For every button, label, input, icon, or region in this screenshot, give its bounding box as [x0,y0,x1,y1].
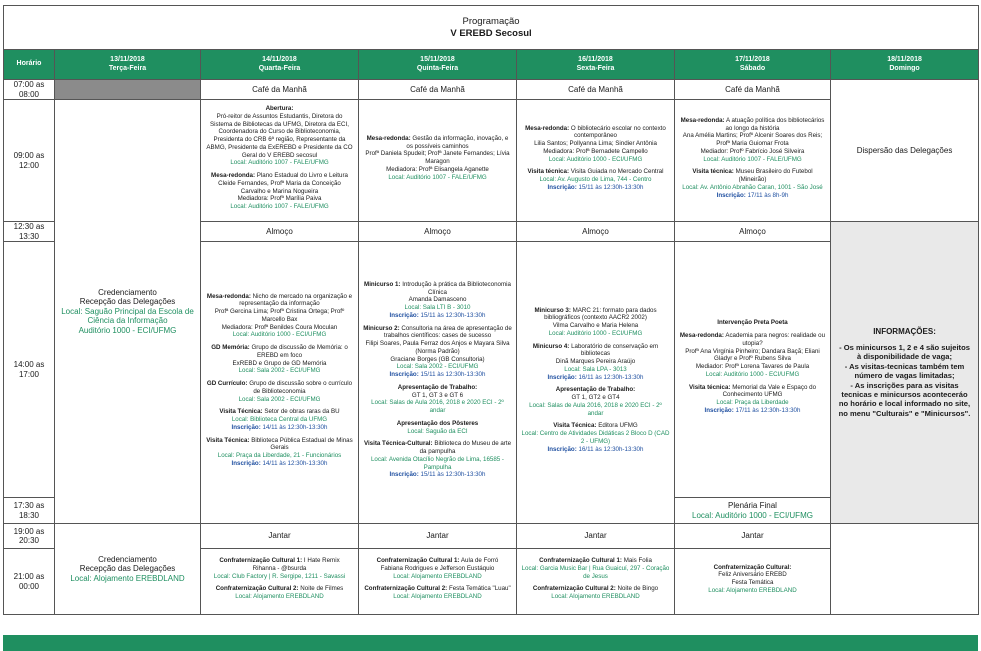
col-header-thursday: 15/11/2018 Quinta-Feira [359,50,517,80]
footer-bar [3,635,978,651]
event-block: Confraternização Cultural 2: Festa Temática "Luau" Local: Alojamento EREBDLAND [364,585,511,601]
jantar-sat: Jantar [675,524,831,549]
cafe-sat: Café da Manhã [675,80,831,100]
almoco-thu: Almoço [359,222,517,242]
sunday-night-empty [831,524,979,615]
empty-grey-cell [55,80,201,100]
cred-location: Local: Saguão Principal da Escola de Ciência da Informação [61,306,194,326]
plenaria-title: Plenária Final [728,500,777,510]
event-block: Mesa-redonda: A atuação política dos bibliotecários ao longo da história Ana Amélia Martins; Profº Alcenir Soares dos Reis; Profª Maria Guiomar Frota Mediador: Profº Fabrício José Silveira Local: Auditório 1007 - FALE/UFMG [680,116,825,163]
col-header-sunday: 18/11/2018 Domingo [831,50,979,80]
event-block: Confraternização Cultural 2: Noite de Bingo Local: Alojamento EREBDLAND [532,585,659,601]
info-box [831,222,979,524]
title-line-2: V EREBD Secosul [450,27,532,39]
event-block: Visita técnica: Visita Guiada no Mercado Central Local: Av. Augusto de Lima, 744 - Centro Inscrição: 15/11 às 12:30h-13:30h [527,168,664,191]
info-line: - As visitas-tecnicas também tem número de vagas limitadas; [844,361,965,381]
event-block: Minicurso 1: Introdução à prática da Biblioteconomia Clínica Amanda Damasceno Local: Sala LTI B - 3010 Inscrição: 15/11 às 12:30h-13:30h [364,280,511,319]
event-block: Confraternização Cultural 1: Aula de Forró Fabiana Rodrigues e Jefferson Eustáquio Local: Alojamento EREBDLAND [376,557,499,580]
row-0700 [4,80,979,100]
event-block: Visita Técnica: Biblioteca Pública Estadual de Minas Gerais Local: Praça da Liberdade, 21 - Funcionários Inscrição: 14/11 às 12:30h-13:30h [206,436,353,467]
cred-location-2: Auditório 1000 - ECI/UFMG [78,325,177,335]
jantar-thu: Jantar [359,524,517,549]
cred-title: Credenciamento [98,554,157,564]
event-block: Confraternização Cultural 1: I Hate Remix Rihanna - @bsurda Local: Club Factory | R. Sergipe, 1211 - Savassi [213,557,346,580]
event-block: Confraternização Cultural: Feliz Aniversário EREBD Festa Temática Local: Alojamento EREBDLAND [708,563,797,594]
event-block: Mesa-redonda: O bibliotecário escolar no contexto contemporâneo Lilia Santos; Pollyanna Lima; Sindier Antônia Mediadora: Profª Bernadete Campello Local: Auditório 1000 - ECI/UFMG [525,124,666,163]
event-block: Visita Técnica: Setor de obras raras da BU Local: Biblioteca Central da UFMG Inscrição: 14/11 às 12:30h-13:30h [219,408,340,431]
event-block: Minicurso 2: Consultoria na área de apresentação de trabalhos científicos: cases de sucesso Filipi Soares, Paula Ferraz dos Anjos e Mayara Silva (Norma Padrão) Graciane Borges (GB Consultoria) Local: Sala 2002 - ECI/UFMG Inscrição: 15/11 às 12:30h-13:30h [363,324,512,379]
info-line: - Os minicursos 1, 2 e 4 são sujeitos à disponibilidade de vaga; [839,342,970,362]
plenaria-location: Local: Auditório 1000 - ECI/UFMG [692,510,813,520]
event-block: GD Currículo: Grupo de discussão sobre o currículo de Biblioteconomia Local: Sala 2002 - ECI/UFMG [206,380,353,403]
col-header-horario: Horário [4,50,55,80]
event-block: Confraternização Cultural 1: Mais Folia Local: Garcia Music Bar | Rua Guaicuí, 297 - Coração de Jesus [521,557,670,580]
event-block: Visita técnica: Museu Brasileiro do Futebol (Mineirão) Local: Av. Antônio Abrahão Caran, 1001 - São José Inscrição: 17/11 às 8h-9h [682,168,823,199]
sat-morning [675,100,831,222]
info-line: - As inscrições para as visitas tecnicas e minicursos aconteceráo no horário e local informado no site, no menu "Culturais" e "Minicursos". [838,380,971,418]
cred-title: Credenciamento [98,287,157,297]
sat-night [675,549,831,615]
event-block: Apresentação dos Pôsteres Local: Saguão da ECI [396,419,479,435]
cred-location: Local: Alojamento EREBDLAND [70,573,185,583]
event-block: Confraternização Cultural 2: Noite de Filmes Local: Alojamento EREBDLAND [215,585,344,601]
event-block: Apresentação de Trabalho: GT 1, GT2 e GT4 Local: Salas de Aula 2016, 2018 e 2020 ECI - 2º andar [529,386,662,417]
event-block: Abertura: Pró-reitor de Assuntos Estudantis, Diretora do Sistema de Bibliotecas da UFMG, Diretora da ECI, Coordenadora do Curso de Biblioteconomia, Presidenta do CRB 6ª região, Representante da ABMG, Presidente da ExEREBD e Presidente da CO Geral do V EREBD secosul Local: Auditório 1007 - FALE/UFMG [206,105,353,167]
col-header-saturday: 17/11/2018 Sábado [675,50,831,80]
event-block: Minicurso 3: MARC 21: formato para dados bibliográficos (contexto AACR2 2002) Vilma Carvalho e Maria Helena Local: Auditório 1000 - ECI/UFMG [534,306,657,337]
col-header-tuesday: 13/11/2018 Terça-Feira [55,50,201,80]
col-header-wednesday: 14/11/2018 Quarta-Feira [201,50,359,80]
cred-subtitle: Recepção das Delegações [79,297,176,307]
event-block: Apresentação de Trabalho: GT 1, GT 3 e GT 6 Local: Salas de Aula 2016, 2018 e 2020 ECI - 2º andar [371,383,504,415]
almoco-fri: Almoço [517,222,675,242]
wed-night [201,549,359,615]
title-line-1: Programação [462,16,520,28]
event-block: Mesa-redonda: Gestão da informação, inovação, e os possíveis caminhos Profª Daniela Spudeit; Profª Janete Fernandes; Lívia Maragon Mediadora: Profª Elisangela Aganette Local: Auditório 1007 - FALE/UFMG [365,134,510,181]
col-header-friday: 16/11/2018 Sexta-Feira [517,50,675,80]
event-block: Mesa-redonda: Plano Estadual do Livro e Leitura Cleide Fernandes, Profª Maria da Conceição Carvalho e Marina Nogueira Mediadora: Profª Marília Paiva Local: Auditório 1007 - FALE/UFMG [211,172,348,211]
wed-afternoon [201,242,359,524]
sat-plenaria [675,498,831,524]
tuesday-credenciamento [55,100,201,524]
event-block: GD Memória: Grupo de discussão de Memória: o EREBD em foco ExREBD e Grupo de GD Memória Local: Sala 2002 - ECI/UFMG [211,344,348,375]
fri-night [517,549,675,615]
jantar-wed: Jantar [201,524,359,549]
event-block: Minicurso 4: Laboratório de conservação em bibliotecas Dinã Marques Pereira Araújo Local: Sala LPA - 3013 Inscrição: 16/11 às 12:30h-13:30h [532,342,659,381]
hour-cell: 07:00 as 08:00 [4,80,55,100]
almoco-wed: Almoço [201,222,359,242]
header-row [4,50,979,80]
fri-afternoon [517,242,675,524]
wed-morning [201,100,359,222]
page-title [4,6,979,50]
hour-cell: 19:00 as 20:30 [4,524,55,549]
hour-cell: 17:30 as 18:30 [4,498,55,524]
thu-afternoon [359,242,517,524]
sat-afternoon [675,242,831,498]
event-block: Intervenção Preta Poeta [717,319,788,327]
info-title: INFORMAÇÕES: [873,326,936,336]
schedule-table [3,5,979,615]
cafe-thu: Café da Manhã [359,80,517,100]
cafe-fri: Café da Manhã [517,80,675,100]
cafe-wed: Café da Manhã [201,80,359,100]
hour-cell: 09:00 as 12:00 [4,100,55,222]
fri-morning [517,100,675,222]
sunday-dispersao: Dispersão das Delegações [831,80,979,222]
jantar-fri: Jantar [517,524,675,549]
event-block: Visita técnica: Memorial da Vale e Espaço do Conhecimento UFMG Local: Praça da Liberdade Inscrição: 17/11 às 12:30h-13:30h [688,383,817,414]
cred-subtitle: Recepção das Delegações [79,564,176,574]
almoco-sat: Almoço [675,222,831,242]
event-block: Visita Técnica: Editora UFMG Local: Centro de Atividades Didáticas 2 Bloco D (CAD 2 - UFMG) Inscrição: 16/11 às 12:30h-13:30h [521,422,670,453]
event-block: Mesa-redonda: Academia para negros: realidade ou utopia? Profª Ana Virgínia Pinheiro; Dandara Baçã; Eliani Gladyr e Profº Rubens Silva Mediador: Profª Lorena Tavares de Paula Local: Auditório 1000 - ECI/UFMG [679,332,826,378]
thu-morning [359,100,517,222]
event-block: Visita Técnica-Cultural: Biblioteca do Museu de arte da pampulha Local: Avenida Otacílio Negrão de Lima, 16585 - Pampulha Inscrição: 15/11 às 12:30h-13:30h [363,440,512,479]
hour-cell: 14:00 as 17:00 [4,242,55,498]
event-block: Mesa-redonda: Nicho de mercado na organização e representação da informação Profª Gercina Lima; Profª Cristina Ortega; Profº Marcello Bax Mediadora: Profª Benildes Coura Moculan Local: Auditório 1000 - ECI/UFMG [206,292,353,339]
hour-cell: 12:30 as 13:30 [4,222,55,242]
row-1900 [4,524,979,549]
tuesday-credenciamento-night [55,524,201,615]
thu-night [359,549,517,615]
hour-cell: 21:00 as 00:00 [4,549,55,615]
